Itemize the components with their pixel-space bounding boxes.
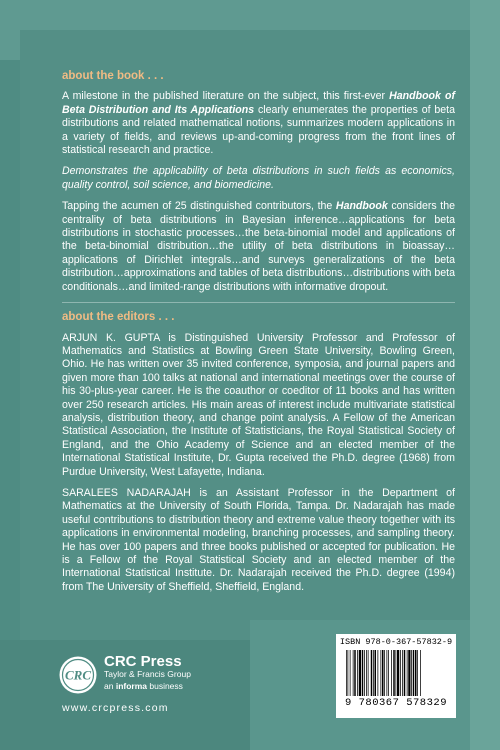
barcode-bar [364,650,365,696]
barcode-bar [368,650,369,696]
section-divider [62,302,455,303]
back-cover-text [62,70,455,602]
crc-logo-icon [58,655,98,695]
barcode-bar [346,650,347,696]
barcode-bar [382,650,384,696]
barcode-bar [353,650,354,696]
barcode-bar [400,650,401,696]
background-tile [470,0,500,750]
barcode-bar [388,650,389,696]
logo-text: CRC [64,667,92,683]
barcode-bar [404,650,406,696]
book-description-paragraph [62,90,455,157]
barcode-bar [373,650,374,696]
barcode-bar [359,650,361,696]
isbn-label: ISBN 978-0-367-57832-9 [339,637,453,647]
barcode-bar [354,650,356,696]
barcode-bar [387,650,388,696]
text-run: A milestone in the published literature on the subject, this first-ever [62,90,390,103]
barcode-bar [366,650,367,696]
publisher-group: Taylor & Francis Group [104,669,191,679]
text-run: considers the centrality of beta distributions in Bayesian inference…applications for beta distributions in stochastic processes…the beta-binomial model and applications of the beta-binomial distribution…the utility of beta distributions in bioassay…applications of Dirichlet integrals…and surveys generalizations of the beta distribution…approximations and tables of beta distributions…distributions with beta conditionals…and limited-range distributions with informative dropout. [62,200,456,293]
barcode-bar [381,650,382,696]
barcode-bar [371,650,373,696]
handbook-title: Handbook [335,200,388,213]
publisher-website: www.crcpress.com [62,702,169,714]
barcode-bar [420,650,421,696]
barcode-bar [408,650,410,696]
publisher-block [104,653,191,692]
barcode-bar [350,650,351,696]
gupta-bio: ARJUN K. GUPTA is Distinguished University Professor and Professor of Mathematics and Statistics at Bowling Green State University, Bowling Green, Ohio. He has written over 35 invited conference, symposia, and journal papers and given more than 100 talks at national and international meetings over the course of his 30-plus-year career. He is the coauthor or coeditor of 11 books and has written over 250 research articles. His main areas of interest include multivariate statistical analysis, distribution theory, and change point analysis. A Fellow of the American Statistical Association, the Institute of Statisticians, the Royal Statistical Society of England, and the Ohio Academy of Science and an elected member of the International Statistical Institute, Dr. Gupta received the Ph.D. degree (1968) from Purdue University, West Lafayette, Indiana. [62,331,455,478]
barcode-bar [384,650,385,696]
barcode-bar [393,650,395,696]
contributors-paragraph [62,200,455,294]
barcode-bar [378,650,379,696]
barcode-bar [411,650,412,696]
text-run: Tapping the acumen of 25 distinguished contributors, the [62,200,336,213]
book-title: Handbook of Beta Distribution and Its Applications [62,90,455,116]
barcode-bar [375,650,377,696]
text-run: an [104,681,116,691]
text-run: business [147,681,183,691]
informa-brand: informa [115,681,147,691]
applicability-paragraph: Demonstrates the applicability of beta distributions in such fields as economics, quality control, soil science, and biomedicine. [62,165,455,191]
barcode-bar [391,650,392,696]
barcode [346,650,450,696]
barcode-bar [348,650,349,696]
nadarajah-bio: SARALEES NADARAJAH is an Assistant Professor in the Department of Mathematics at the University of South Florida, Tampa. Dr. Nadarajah has made useful contributions to distribution theory and extreme value theory together with its applications in environmental modeling, branching processes, and sampling theory. He has over 100 papers and three books published or accepted for publication. He is a Fellow of the Royal Statistical Society and an elected member of the International Statistical Institute. Dr. Nadarajah received the Ph.D. degree (1994) from The University of Sheffield, Sheffield, England. [62,486,455,593]
about-editors-heading: about the editors . . . [62,311,175,324]
barcode-bar [415,650,417,696]
barcode-digits: 9 780367 578329 [344,697,447,709]
barcode-bar [357,650,358,696]
barcode-bar [397,650,399,696]
barcode-bar [396,650,397,696]
barcode-bar [407,650,408,696]
publisher-name: CRC Press [104,653,182,670]
barcode-bar [402,650,403,696]
barcode-bar [362,650,364,696]
about-book-heading: about the book . . . [62,70,164,82]
text-run: clearly enumerates the properties of beta distributions and related mathematical notions, summarizes modern applications in a variety of fields, and reviews up-and-coming progress from the front lines of statistical research and practice. [62,103,455,157]
barcode-bar [413,650,415,696]
publisher-business [104,680,191,692]
barcode-bar [417,650,418,696]
isbn-barcode-box [336,634,456,718]
